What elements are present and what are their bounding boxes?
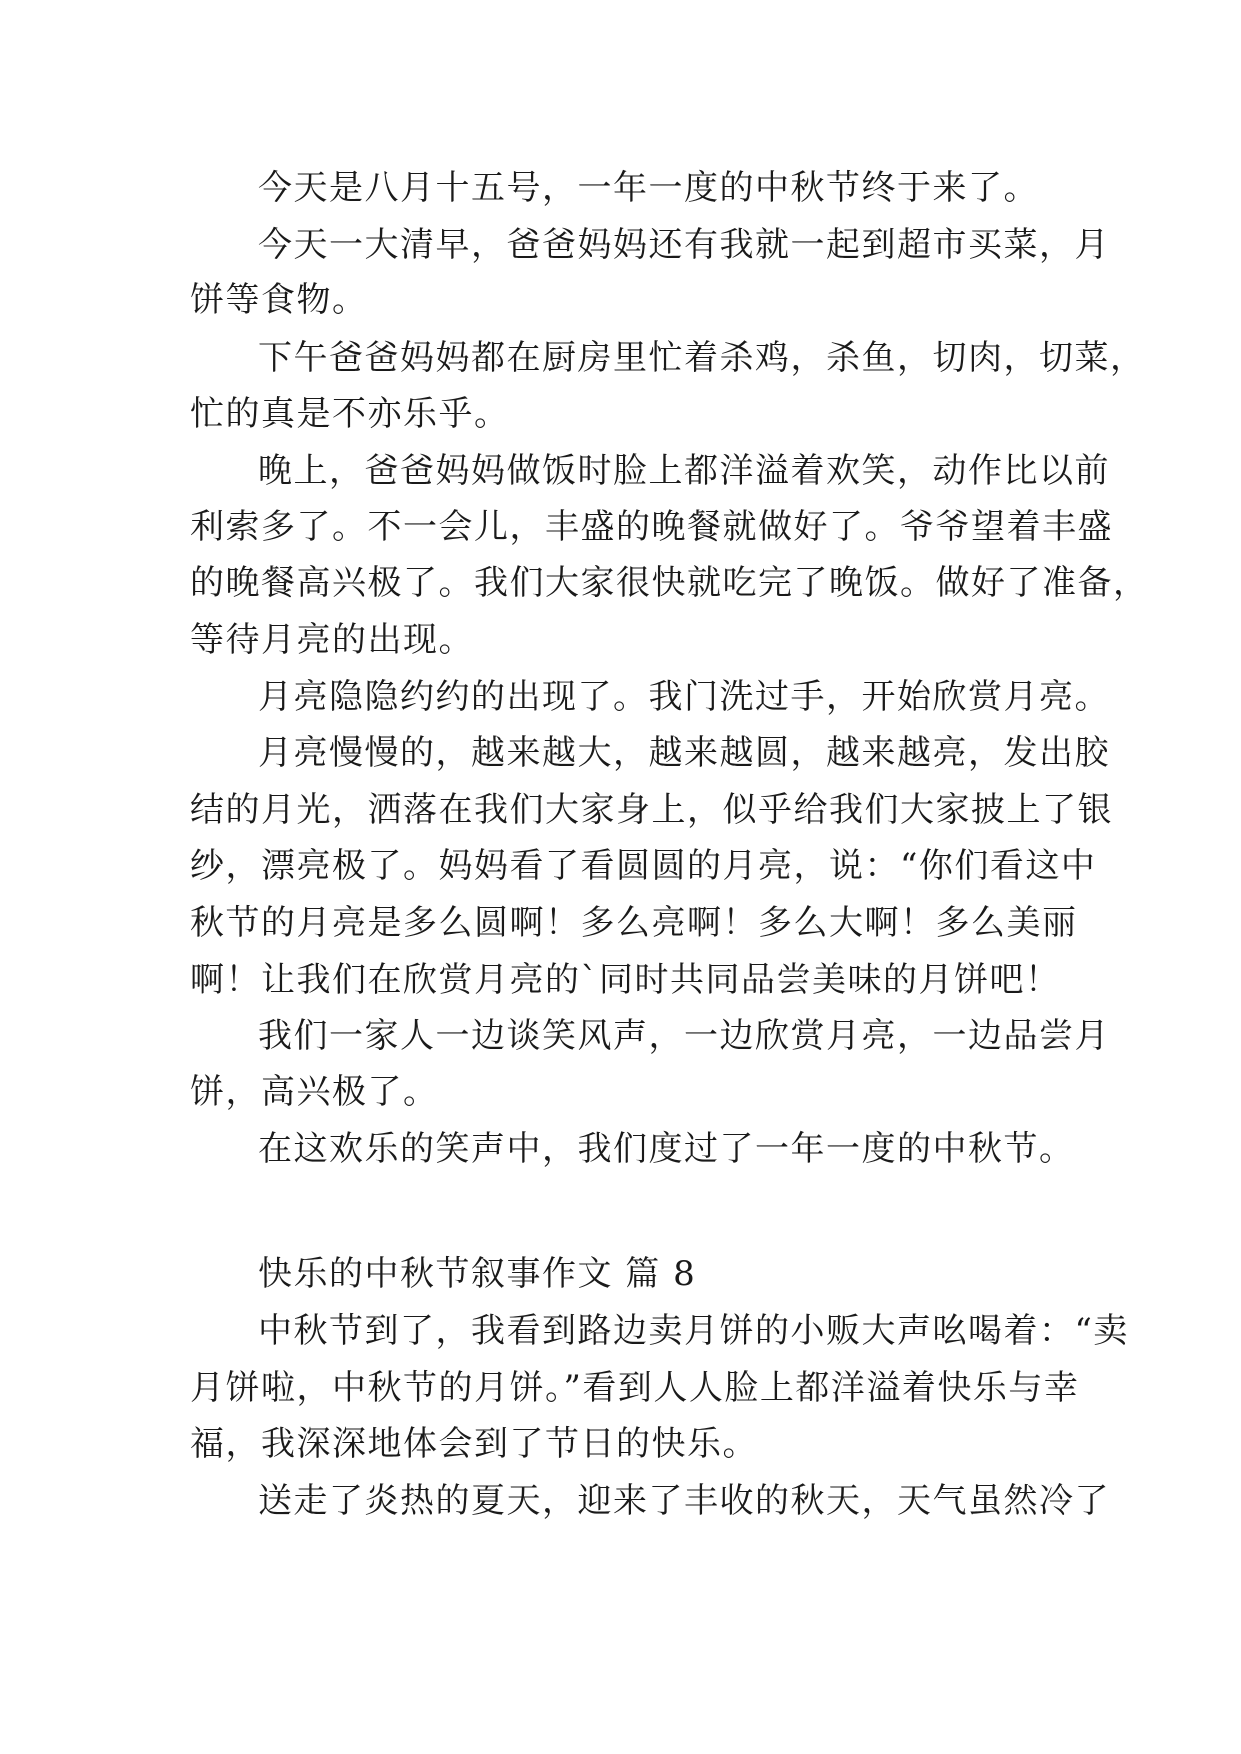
section-heading: 快乐的中秋节叙事作文 篇 8 <box>258 1254 697 1294</box>
paragraph-line: 中秋节到了，我看到路边卖月饼的小贩大声吆喝着：“卖 <box>258 1311 1129 1351</box>
paragraph-line: 啊！让我们在欣赏月亮的`同时共同品尝美味的月饼吧！ <box>190 960 1061 1000</box>
paragraph-line: 利索多了。不一会儿，丰盛的晚餐就做好了。爷爷望着丰盛 <box>190 507 1113 547</box>
paragraph-line: 忙的真是不亦乐乎。 <box>190 394 510 434</box>
paragraph-line: 月亮隐隐约约的出现了。我门洗过手，开始欣赏月亮。 <box>258 677 1110 717</box>
paragraph-line: 福，我深深地体会到了节日的快乐。 <box>190 1424 758 1464</box>
paragraph-line: 月亮慢慢的，越来越大，越来越圆，越来越亮，发出胶 <box>258 733 1110 773</box>
paragraph-line: 饼等食物。 <box>190 280 368 320</box>
paragraph-line: 送走了炎热的夏天，迎来了丰收的秋天，天气虽然冷了 <box>258 1481 1110 1521</box>
paragraph-line: 我们一家人一边谈笑风声，一边欣赏月亮，一边品尝月 <box>258 1016 1110 1056</box>
paragraph-line: 饼，高兴极了。 <box>190 1072 439 1112</box>
paragraph-line: 月饼啦，中秋节的月饼。”看到人人脸上都洋溢着快乐与幸 <box>190 1368 1080 1408</box>
paragraph-line: 秋节的月亮是多么圆啊！多么亮啊！多么大啊！多么美丽 <box>190 903 1078 943</box>
paragraph-line: 今天是八月十五号，一年一度的中秋节终于来了。 <box>258 168 1039 208</box>
paragraph-line: 今天一大清早，爸爸妈妈还有我就一起到超市买菜，月 <box>258 225 1110 265</box>
paragraph-line: 下午爸爸妈妈都在厨房里忙着杀鸡，杀鱼，切肉，切菜， <box>258 338 1146 378</box>
paragraph-line: 的晚餐高兴极了。我们大家很快就吃完了晚饭。做好了准备， <box>190 563 1149 603</box>
paragraph-line: 纱，漂亮极了。妈妈看了看圆圆的月亮，说：“你们看这中 <box>190 846 1097 886</box>
paragraph-line: 结的月光，洒落在我们大家身上，似乎给我们大家披上了银 <box>190 790 1113 830</box>
paragraph-line: 晚上，爸爸妈妈做饭时脸上都洋溢着欢笑，动作比以前 <box>258 451 1110 491</box>
paragraph-line: 在这欢乐的笑声中，我们度过了一年一度的中秋节。 <box>258 1129 1075 1169</box>
paragraph-line: 等待月亮的出现。 <box>190 620 474 660</box>
